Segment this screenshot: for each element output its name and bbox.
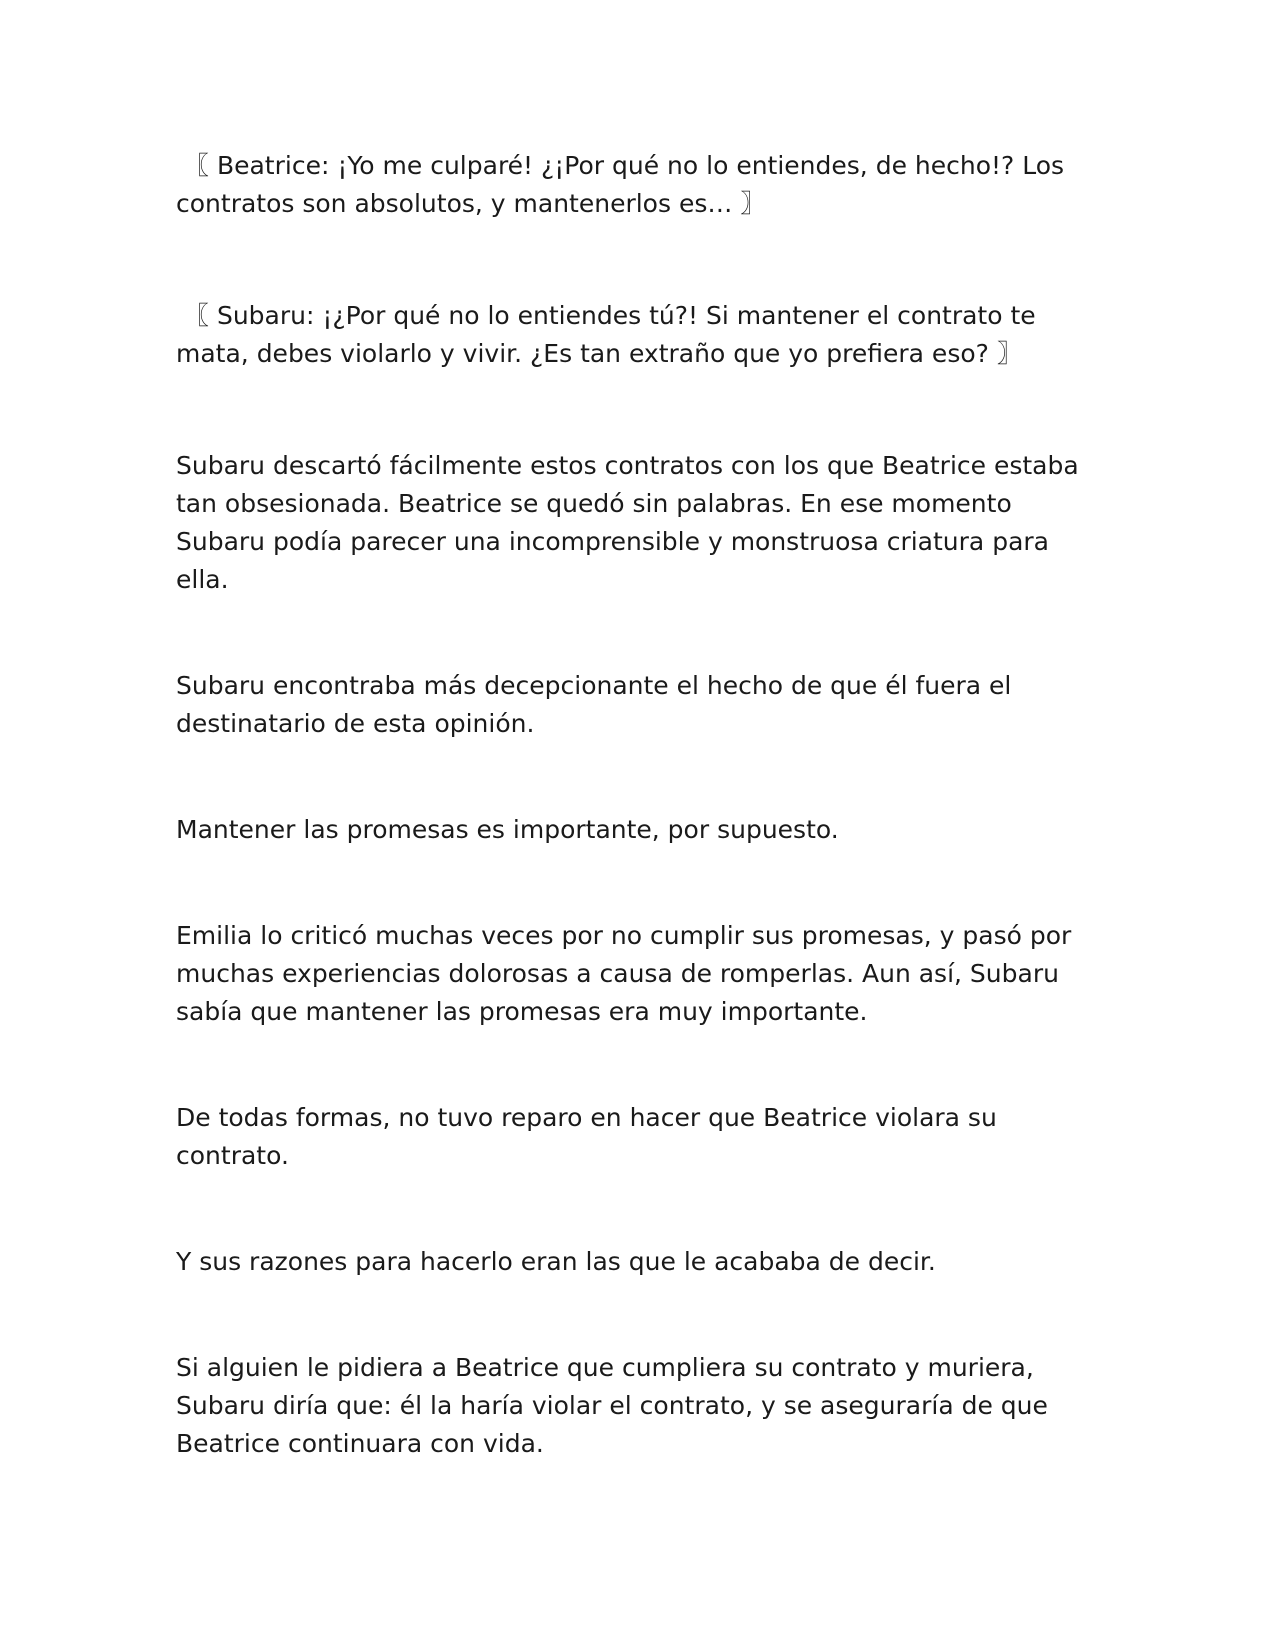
paragraph-7: De todas formas, no tuvo reparo en hacer que Beatrice violara su contrato. [176, 1103, 997, 1170]
paragraph-8: Y sus razones para hacerlo eran las que le acababa de decir. [176, 1247, 936, 1276]
paragraph-6: Emilia lo criticó muchas veces por no cumplir sus promesas, y pasó por muchas experiencias dolorosas a causa de romperlas. Aun así, Subaru sabía que mantener las promesas era muy importante. [176, 921, 1072, 1026]
dialogue-subaru: 〖 Subaru: ¡¿Por qué no lo entiendes tú?! Si mantener el contrato te mata, debes violarlo y vivir. ¿Es tan extraño que yo prefiera eso? 〗 [176, 301, 1036, 368]
paragraph-3: Subaru descartó fácilmente estos contratos con los que Beatrice estaba tan obsesionada. Beatrice se quedó sin palabras. En ese momento Subaru podía parecer una incomprensible y monstruosa criatura para ella. [176, 451, 1079, 594]
document-body [176, 147, 1086, 1463]
paragraph-5: Mantener las promesas es importante, por supuesto. [176, 815, 839, 844]
paragraph-9: Si alguien le pidiera a Beatrice que cumpliera su contrato y muriera, Subaru diría que: él la haría violar el contrato, y se aseguraría de que Beatrice continuara con vida. [176, 1353, 1048, 1458]
dialogue-beatrice: 〖 Beatrice: ¡Yo me culparé! ¿¡Por qué no lo entiendes, de hecho!? Los contratos son absolutos, y mantenerlos es… 〗 [176, 151, 1065, 218]
paragraph-4: Subaru encontraba más decepcionante el hecho de que él fuera el destinatario de esta opinión. [176, 671, 1012, 738]
